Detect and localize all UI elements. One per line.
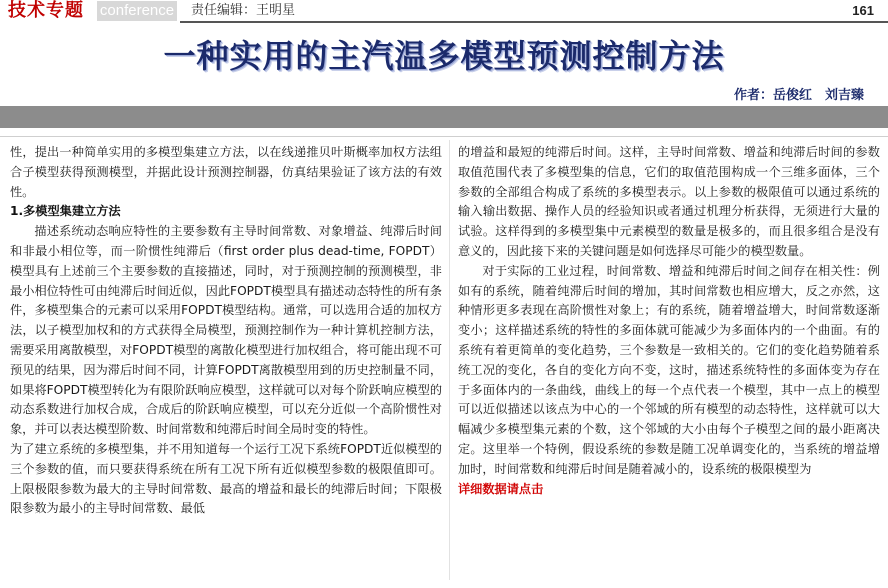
paragraph: 性，提出一种简单实用的多模型集建立方法，以在线递推贝叶斯概率加权方法组合子模型获得预测模型，并据此设计预测控制器，仿真结果验证了该方法的有效性。 <box>10 145 442 199</box>
left-column <box>10 143 442 519</box>
section-brand-label: 技术专题 <box>8 0 84 21</box>
paragraph: 描述系统动态响应特性的主要参数有主导时间常数、对象增益、纯滞后时间和非最小相位等，而一阶惯性纯滞后（first order plus dead-time, FOPDT）模型具有上述前三个主要参数的直接描述，同时，对于预测控制的预测模型，非最小相位特性可由纯滞后时间近似，因此FOPDT模型具有描述动态特性的所有条件，多模型集合的元素可以采用FOPDT模型结构。通常，可以选用合适的加权方法，以子模型加权和的方式获得全局模型，预测控制作为一种计算机控制方法，需要采用离散模型，对FOPDT模型的离散化模型进行加权组合，将可能出现不可预见的结果，因为滞后时间不同，计算FOPDT离散模型用到的历史控制量不同，如果将FOPDT模型转化为有限阶跃响应模型，这样就可以对每个阶跃响应模型的动态系数进行加权合成，合成后的阶跃响应模型，可以充分近似一个高阶惯性对象，并可以表达模型阶数、时间常数和纯滞后时间全局时变的特性。 <box>10 224 442 437</box>
column-divider <box>449 140 450 580</box>
details-link[interactable]: 详细数据请点击 <box>458 481 544 496</box>
paragraph: 的增益和最短的纯滞后时间。这样，主导时间常数、增益和纯滞后时间的参数取值范围代表了多模型集的信息，它们的取值范围构成一个三维多面体，三个参数的全部组合构成了系统的多模型表示。以上参数的极限值可以通过系统的输入输出数据、操作人员的经验知识或者通过机理分析获得，无须进行大量的试验。这样得到的多模型集中元素模型的数量是极多的，而且很多组合是没有意义的，因此接下来的关键问题是如何选择尽可能少的模型数量。 <box>458 145 880 258</box>
band-divider <box>0 136 888 137</box>
section-heading: 1.多模型集建立方法 <box>10 204 121 219</box>
page-header <box>0 0 888 26</box>
header-divider <box>180 21 888 23</box>
paragraph: 为了建立系统的多模型集，并不用知道每一个运行工况下系统FOPDT近似模型的三个参数的值，而只要获得系统在所有工况下所有近似模型参数的极限值即可。上限极限参数为最大的主导时间常数、最高的增益和最长的纯滞后时间；下限极限参数为最小的主导时间常数、最低 <box>10 441 442 516</box>
article-authors: 作者：岳俊红 刘吉臻 <box>733 88 864 103</box>
article-title: 一种实用的主汽温多模型预测控制方法 <box>163 37 725 75</box>
responsible-editor: 责任编辑：王明星 <box>191 3 296 18</box>
paragraph: 对于实际的工业过程，时间常数、增益和纯滞后时间之间存在相关性：例如有的系统，随着纯滞后时间的增加，其时间常数也相应增大，反之亦然，这种情形更多表现在高阶惯性对象上；有的系统，随着增益增大，时间常数逐渐变小；这样描述系统的特性的多面体就可能减少为多面体内的一个曲面。有的系统有着更简单的变化趋势，三个参数是一致相关的。它们的变化趋势随着系统工况的变化，各自的变化方向不变，这时，描述系统特性的多面体变为存在于多面体内的一条曲线，曲线上的每一个点代表一个模型，其中一点上的模型可以近似描述以该点为中心的一个邻域的所有模型的动态特性，这样就可以大幅减少多模型集元素的个数，这个邻域的大小由每个子模型之间的最小距离决定。这里举一个特例，假设系统的参数是随工况单调变化的，当系统的增益增加时，时间常数和纯滞后时间是随着减小的，设系统的极限模型为 <box>458 263 880 476</box>
title-band <box>0 106 888 128</box>
section-brand-english: conference <box>97 1 177 21</box>
section-brand <box>0 0 97 22</box>
page-number: 161 <box>852 3 874 18</box>
right-column <box>458 143 880 499</box>
